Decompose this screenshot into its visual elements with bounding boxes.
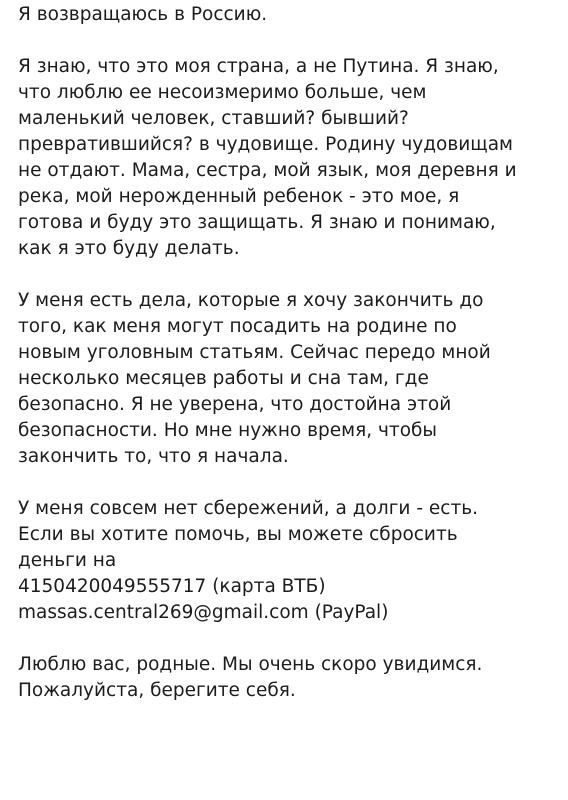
text-line: того, как меня могут посадить на родине по (18, 316, 457, 337)
text-line: Люблю вас, родные. Мы очень скоро увидимся. (18, 654, 483, 675)
text-line: У меня есть дела, которые я хочу закончить до (18, 290, 484, 311)
text-line: Пожалуйста, берегите себя. (18, 680, 296, 701)
text-line: река, мой нерожденный ребенок - это мое, я (18, 186, 460, 207)
text-line: безопасно. Я не уверена, что достойна этой (18, 394, 452, 415)
text-line: готова и буду это защищать. Я знаю и понимаю, (18, 212, 496, 233)
text-line: Я знаю, что это моя страна, а не Путина. Я знаю, (18, 56, 499, 77)
paragraph-closing (18, 652, 556, 704)
text-line: как я это буду делать. (18, 238, 240, 259)
paragraph-country (18, 54, 556, 262)
text-line: несколько месяцев работы и сна там, где (18, 368, 429, 389)
text-line: деньги на (18, 550, 117, 571)
text-line: У меня совсем нет сбережений, а долги - есть. (18, 498, 478, 519)
text-line: безопасности. Но мне нужно время, чтобы (18, 420, 438, 441)
text-line: превратившийся? в чудовище. Родину чудовищам (18, 134, 513, 155)
text-line: Если вы хотите помочь, вы можете сбросить (18, 524, 458, 545)
text-line: маленький человек, ставший? бывший? (18, 108, 409, 129)
paragraph-intro (18, 2, 556, 28)
text-line: Я возвращаюсь в Россию. (18, 4, 268, 25)
paragraph-donations (18, 496, 556, 626)
paragraph-plans (18, 288, 556, 470)
text-line: что люблю ее несоизмеримо больше, чем (18, 82, 427, 103)
card-number: 4150420049555717 (карта ВТБ) (18, 576, 326, 597)
text-line: не отдают. Мама, сестра, мой язык, моя деревня и (18, 160, 517, 181)
paypal-email: massas.central269@gmail.com (PayPal) (18, 602, 389, 623)
text-line: закончить то, что я начала. (18, 446, 289, 467)
text-line: новым уголовным статьям. Сейчас передо мной (18, 342, 491, 363)
